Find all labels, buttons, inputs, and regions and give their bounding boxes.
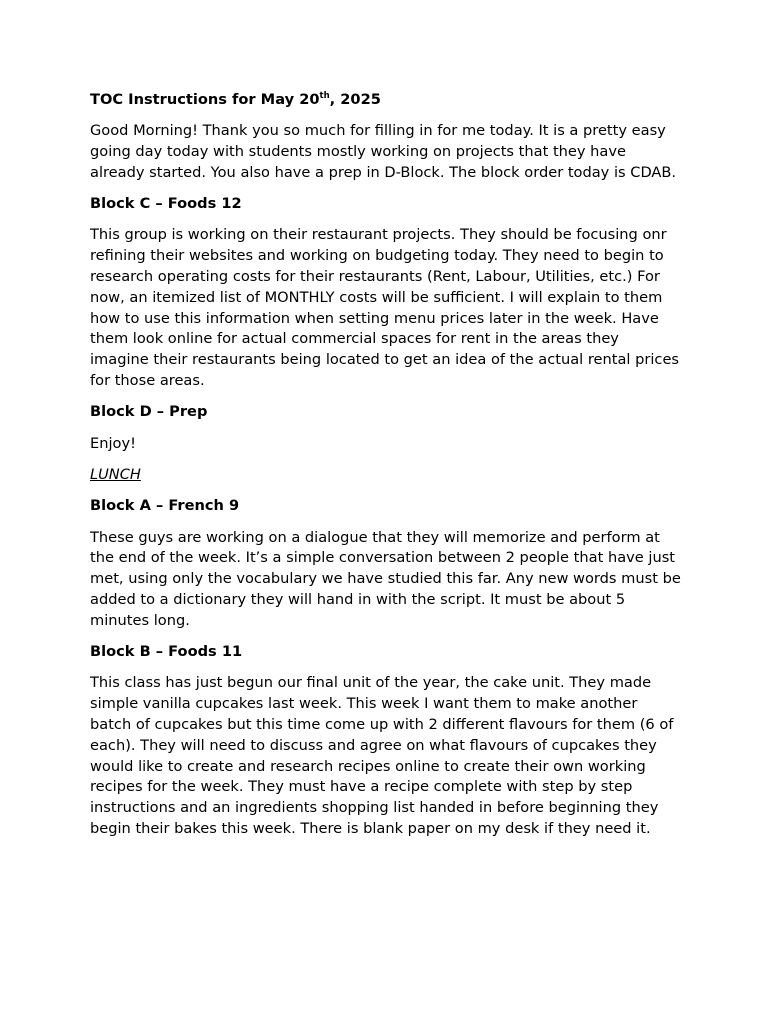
block-b-heading: Block B – Foods 11 — [90, 643, 243, 661]
document-title — [90, 90, 682, 111]
title-suffix: , 2025 — [329, 91, 381, 108]
lunch-label: LUNCH — [90, 465, 141, 483]
title-prefix: TOC Instructions for May 20 — [90, 91, 320, 108]
block-c-heading: Block C – Foods 12 — [90, 195, 242, 213]
block-a-heading: Block A – French 9 — [90, 497, 240, 515]
block-d-text: Enjoy! — [90, 434, 136, 452]
block-a-text: These guys are working on a dialogue that they will memorize and perform at the end of the week. It’s a simple conversation between 2 people that have just met, using only the vocabulary we have studied this far. Any new words must be added to a dictionary they will hand in with the script. It must be about 5 minutes long. — [90, 528, 681, 629]
block-b-text: This class has just begun our final unit of the year, the cake unit. They made simple vanilla cupcakes last week. This week I want them to make another batch of cupcakes but this time come up with 2 different flavours for them (6 of each). They will need to discuss and agree on what flavours of cupcakes they would like to create and research recipes online to create their own working recipes for the week. They must have a recipe complete with step by step instructions and an ingredients shopping list handed in before beginning they begin their bakes this week. There is blank paper on my desk if they need it. — [90, 674, 674, 837]
title-superscript: th — [319, 91, 330, 101]
document-page — [90, 90, 682, 850]
block-c-text: This group is working on their restaurant projects. They should be focusing onr refining their websites and working on budgeting today. They need to begin to research operating costs for their restaurants (Rent, Labour, Utilities, etc.) For now, an itemized list of MONTHLY costs will be sufficient. I will explain to them how to use this information when setting menu prices later in the week. Have them look online for actual commercial spaces for rent in the areas they imagine their restaurants being located to get an idea of the actual rental prices for those areas. — [90, 226, 680, 390]
intro-paragraph: Good Morning! Thank you so much for filling in for me today. It is a pretty easy going day today with students mostly working on projects that they have already started. You also have a prep in D-Block. The block order today is CDAB. — [90, 122, 677, 181]
block-d-heading: Block D – Prep — [90, 403, 208, 421]
